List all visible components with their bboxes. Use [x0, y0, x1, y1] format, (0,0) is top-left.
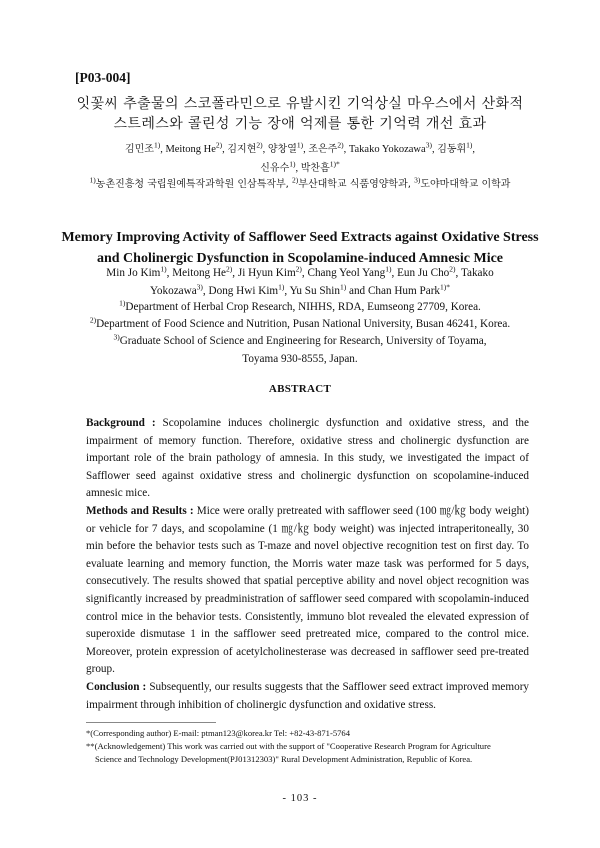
- author-sup: 1): [296, 140, 304, 150]
- page-number: - 103 -: [282, 793, 318, 804]
- english-title-line-2: and Cholinergic Dysfunction in Scopolamine-induced Amnesic Mice: [96, 251, 504, 266]
- author-name: 조은주: [308, 144, 338, 155]
- korean-authors: [60, 140, 540, 178]
- author-sup: 3): [196, 281, 203, 291]
- abstract-conclusion: [86, 679, 529, 714]
- abstract-methods: [86, 503, 529, 679]
- affiliation-sup: 2): [89, 315, 97, 325]
- footnote-corresponding: *(Corresponding author) E-mail: ptman123@korea.kr Tel: +82-43-871-5764: [86, 728, 351, 738]
- author-name: Min Jo Kim: [106, 267, 161, 279]
- section-text: Scopolamine induces cholinergic dysfunction and oxidative stress, and the impairment of memory function. Therefore, oxidative stress and cholinergic dysfunction are important role of the brain pathology of amnesia. In this study, we investigated the impact of Safflower seed against oxidative stress and cholinergic dysfunction on scopolamine-induced amnesic mice.: [86, 417, 529, 500]
- author-sup: 1): [385, 264, 392, 274]
- affiliation-sup: 1): [89, 175, 96, 185]
- abstract-code: [P03-004]: [75, 70, 131, 85]
- footnote-acknowledgement: [86, 740, 532, 766]
- author-sep: ,: [232, 267, 238, 279]
- author-name: Meitong He: [165, 144, 216, 155]
- author-sep: ,: [160, 144, 166, 155]
- author-sup: 1): [289, 159, 296, 169]
- affiliation-text: Department of Herbal Crop Research, NIHHS, RDA, Eumseong 27709, Korea.: [125, 301, 481, 313]
- author-sep: ,: [166, 267, 173, 279]
- affiliation-text: 도야마대학교 이학과: [420, 179, 511, 190]
- footnote-ack-line-2: Science and Technology Development(PJ01312303)" Rural Development Administration, Republic of Korea.: [95, 754, 473, 764]
- affiliation-sup: 3): [414, 175, 421, 185]
- author-sep: ,: [391, 267, 398, 279]
- abstract-body: [86, 415, 529, 714]
- author-sep: ,: [295, 163, 301, 174]
- author-sep: and: [346, 284, 368, 297]
- author-sup: 1): [153, 140, 161, 150]
- affiliation-text: 농촌진흥청 국립원예특작과학원 인삼특작부,: [95, 179, 293, 190]
- author-name: 김동휘: [437, 144, 467, 155]
- korean-title-line-1: 잇꽃씨 추출물의 스코폴라민으로 유발시킨 기억상실 마우스에서 산화적: [76, 96, 524, 112]
- author-sup: 2): [449, 264, 456, 274]
- author-sep: ,: [284, 284, 290, 297]
- author-name: Meitong He: [172, 267, 226, 279]
- author-name: Takako Yokozawa: [348, 144, 426, 155]
- affiliation-text: 부산대학교 식품영양학과,: [298, 179, 415, 190]
- author-name: Eun Ju Cho: [397, 267, 450, 279]
- author-name: 박찬흠: [300, 163, 330, 174]
- affiliation-text: Department of Food Science and Nutrition, Pusan National University, Busan 46241, Korea.: [96, 318, 511, 330]
- author-sup: 1): [466, 140, 473, 150]
- author-sep: ,: [431, 144, 438, 155]
- author-sup: 3): [425, 140, 432, 150]
- author-sup: 2): [226, 264, 233, 274]
- author-sep: ,: [301, 267, 308, 279]
- author-sep: ,: [262, 144, 268, 155]
- author-sep: ,: [455, 267, 461, 279]
- author-name: Chang Yeol Yang: [307, 267, 386, 279]
- author-name: 양창열: [267, 144, 297, 155]
- author-name: Ji Hyun Kim: [237, 267, 296, 279]
- author-name: Chan Hum Park: [367, 284, 441, 297]
- section-text: Mice were orally pretreated with safflower seed (100 ㎎/㎏ body weight) or vehicle for 7 days, and scopolamine (1 ㎎/㎏ body weight) was injected intraperitoneally, 30 min before the behavior tests such as T-maze and novel objective recognition test on first day. To evaluate learning and memory function, the Morris water maze task was performed for 5 days, consecutively. The results showed that spatial perceptive ability and novel object recognition was significantly increased by preadministration of safflower seed compared with scopolamin-induced control mice in the behavior tests. Consistently, immuno blot revealed the elevated expression of superoxide dismutase 1 in the safflower seed pretreated mice, compared to the control mice. Moreover, protein expression of acetylcholinesterase was decreased in safflower seed pre-treated group.: [86, 504, 530, 676]
- author-name: 신유수: [260, 163, 290, 174]
- author-sup: 2): [295, 264, 302, 274]
- author-sep: ,: [343, 144, 349, 155]
- affiliation-text: Graduate School of Science and Engineering for Research, University of Toyama, Toyama 930-8555, Japan.: [119, 335, 487, 365]
- english-affiliation-1: [74, 299, 526, 317]
- section-label: Conclusion :: [86, 680, 147, 693]
- section-label: Methods and Results :: [86, 504, 194, 517]
- english-authors: [78, 265, 522, 300]
- english-title: [60, 227, 540, 269]
- korean-title: [60, 94, 540, 134]
- affiliation-sup: 3): [113, 332, 120, 342]
- author-sep: ,: [202, 284, 209, 297]
- author-sup: 1)*: [329, 159, 340, 169]
- author-sup: 2): [337, 140, 344, 150]
- author-sep: ,: [222, 144, 228, 155]
- korean-title-line-2: 스트레스와 콜린성 기능 장애 억제를 통한 기억력 개선 효과: [113, 116, 487, 132]
- english-affiliation-2: [74, 316, 526, 334]
- author-name: 김민조: [124, 144, 154, 155]
- author-sup: 2): [215, 140, 223, 150]
- affiliation-sup: 2): [292, 175, 299, 185]
- affiliation-sup: 1): [119, 298, 126, 308]
- abstract-background: [86, 415, 529, 503]
- section-text: Subsequently, our results suggests that the Safflower seed extract improved memory impairment through inhibition of cholinergic dysfunction and oxidative stress.: [86, 680, 530, 711]
- author-sup: 2): [256, 140, 263, 150]
- footnote-divider: [86, 722, 216, 723]
- author-sup: 1): [278, 281, 285, 291]
- author-sup: 1): [339, 281, 347, 291]
- author-name: Yu Su Shin: [289, 284, 340, 297]
- author-name: Dong Hwi Kim: [208, 284, 279, 297]
- abstract-heading: ABSTRACT: [268, 383, 332, 395]
- english-affiliation-3: [112, 333, 488, 368]
- english-title-line-1: Memory Improving Activity of Safflower Seed Extracts against Oxidative Stress: [61, 230, 539, 245]
- author-sup: 1)*: [440, 281, 451, 291]
- author-sep: ,: [472, 144, 476, 155]
- author-sup: 1): [160, 264, 167, 274]
- author-sep: ,: [303, 144, 309, 155]
- footnote-ack-line-1: **(Acknowledgement) This work was carried out with the support of "Cooperative Research Program for Agriculture: [86, 741, 491, 751]
- author-name: Takako Yokozawa: [149, 267, 494, 297]
- author-name: 김지현: [227, 144, 257, 155]
- korean-affiliations: [60, 176, 540, 193]
- section-label: Background :: [86, 417, 156, 429]
